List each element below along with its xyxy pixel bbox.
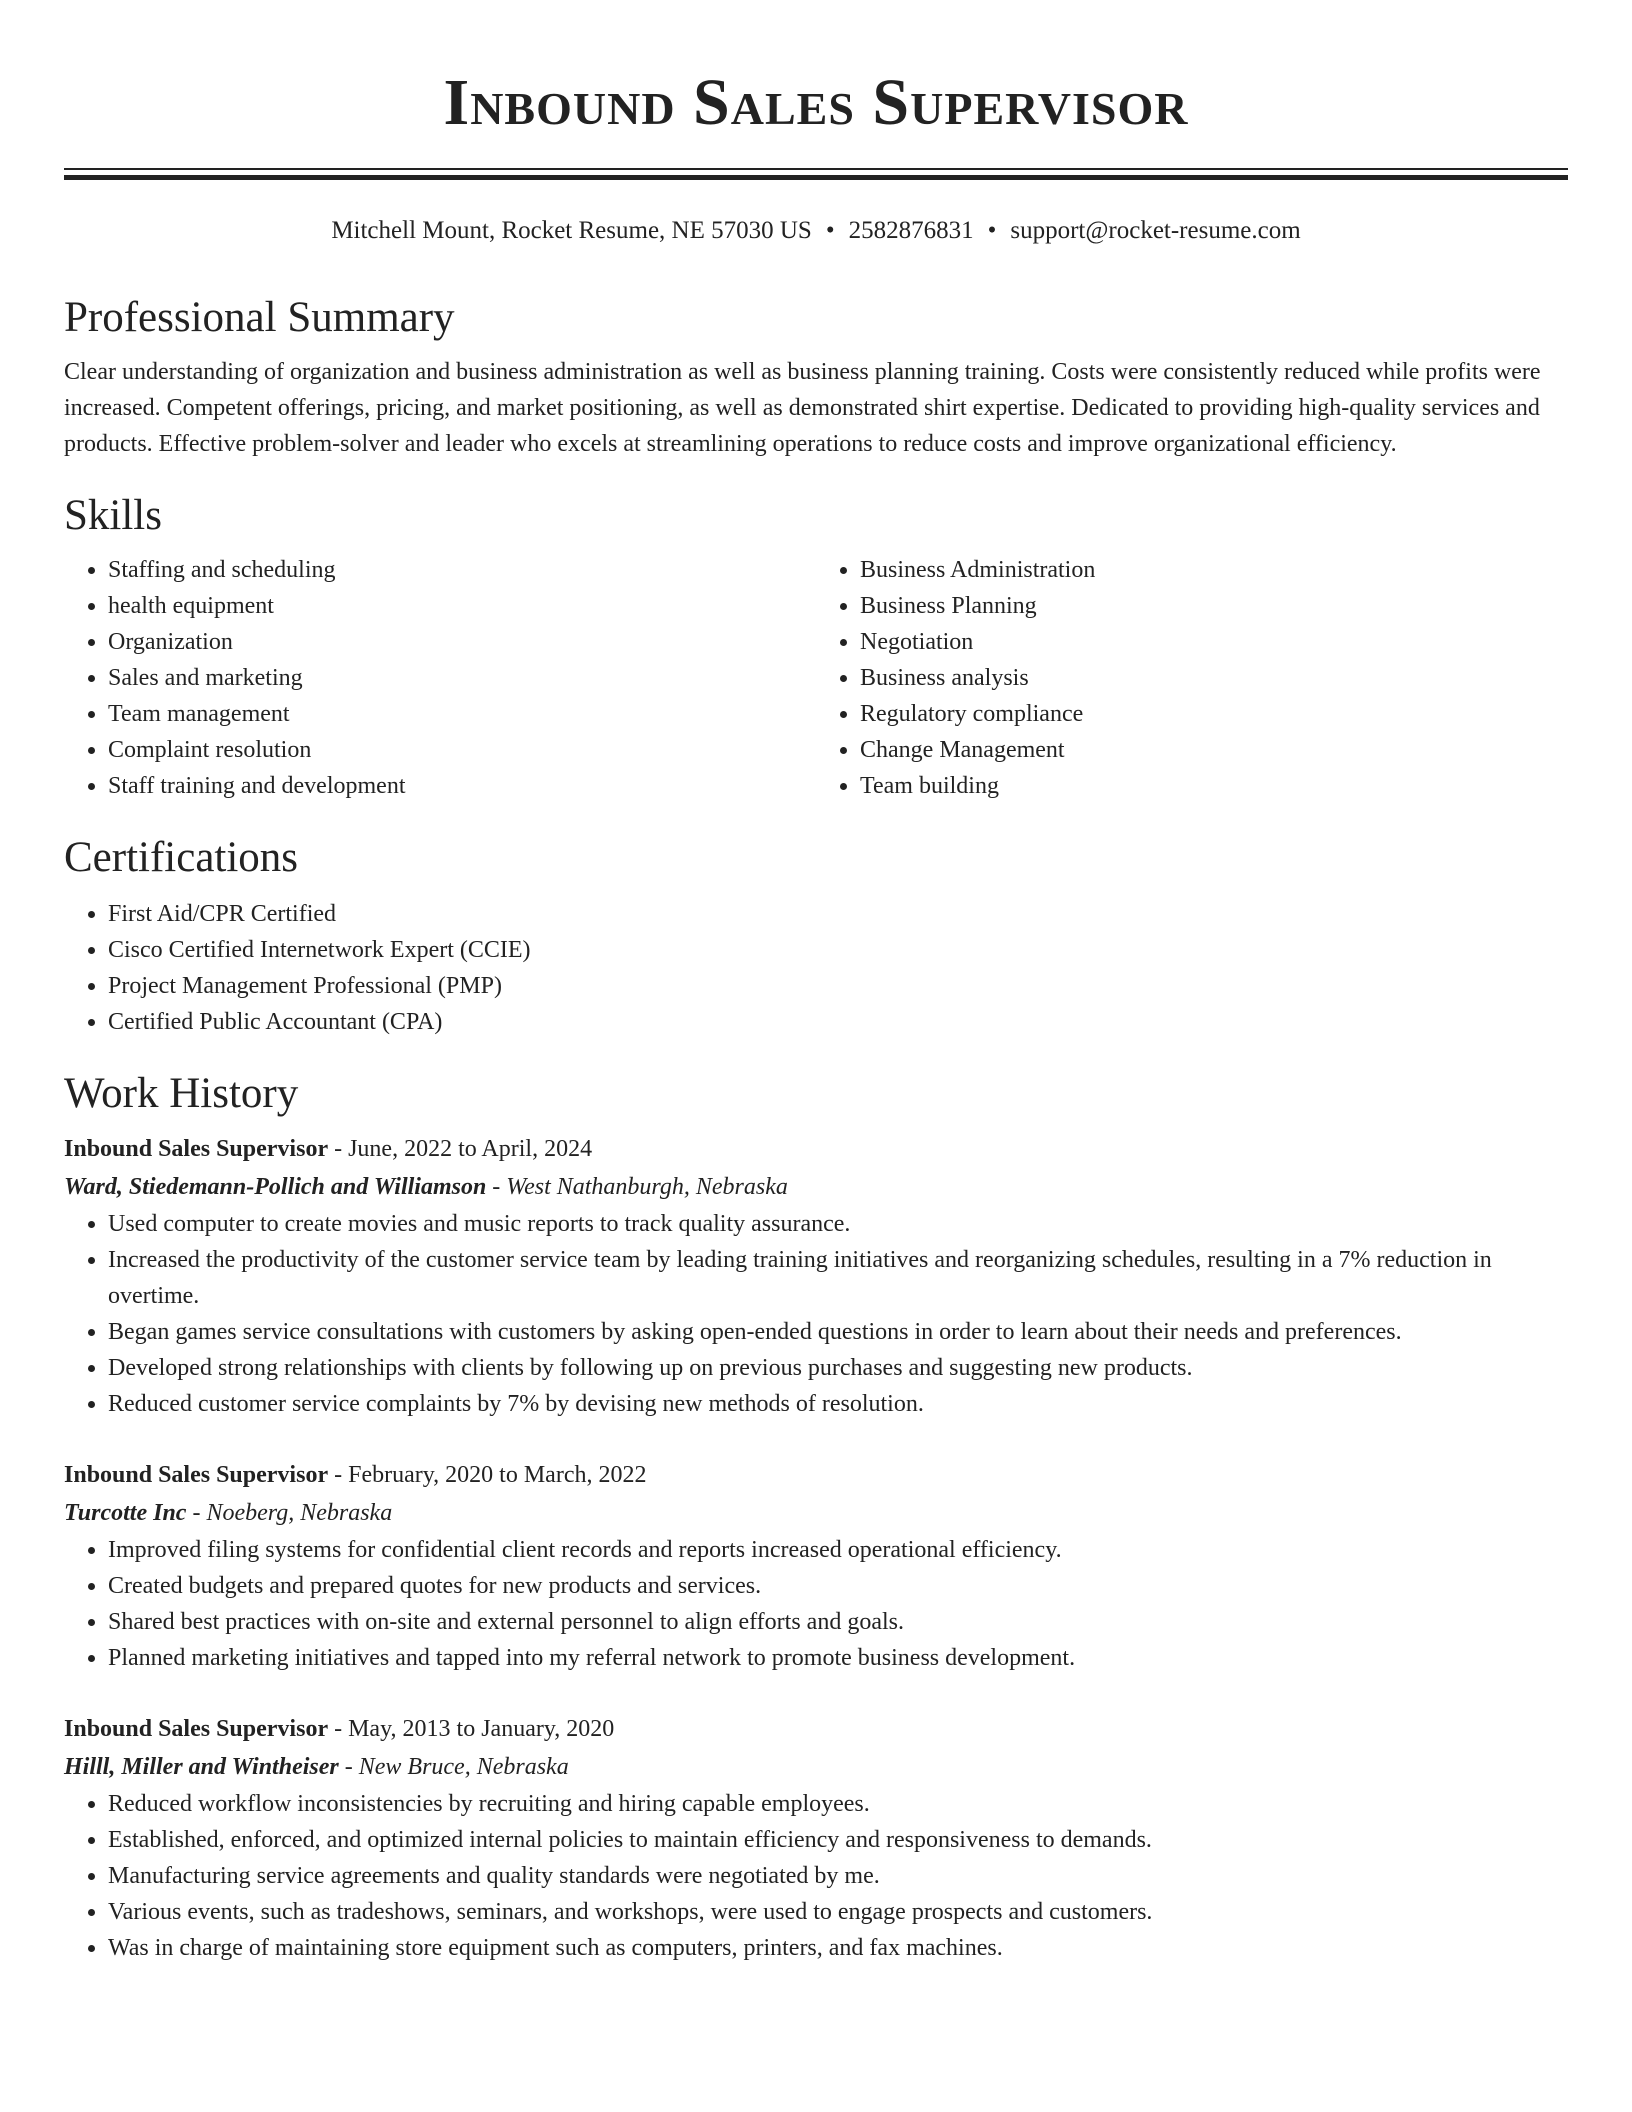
job-title: Inbound Sales Supervisor	[64, 1716, 329, 1742]
job-bullet: • Reduced customer service complaints by 7% by devising new methods of resolution.	[108, 1386, 1568, 1422]
job-location: New Bruce, Nebraska	[358, 1754, 569, 1780]
contact-separator: •	[825, 217, 835, 244]
job-bullet: • Improved filing systems for confidential client records and reports increased operational efficiency.	[108, 1532, 1568, 1568]
skill-item: • Staff training and development	[108, 768, 816, 804]
job-location: Noeberg, Nebraska	[206, 1500, 393, 1526]
job-company: Hilll, Miller and Wintheiser	[64, 1754, 339, 1780]
skills-heading: Skills	[64, 492, 162, 539]
certification-item: • First Aid/CPR Certified	[108, 896, 1568, 932]
job-title: Inbound Sales Supervisor	[64, 1136, 329, 1162]
job-entry	[64, 1710, 1568, 1966]
skill-item: • Complaint resolution	[108, 732, 816, 768]
contact-phone: 2582876831	[848, 217, 974, 244]
skills-list	[64, 552, 1568, 804]
job-bullet: • Planned marketing initiatives and tapped into my referral network to promote business development.	[108, 1640, 1568, 1676]
title-rule-thin	[64, 168, 1568, 170]
title-rule-thick	[64, 175, 1568, 180]
skill-item: • Negotiation	[860, 624, 1568, 660]
job-location: West Nathanburgh, Nebraska	[506, 1174, 788, 1200]
job-bullet: • Shared best practices with on-site and external personnel to align efforts and goals.	[108, 1604, 1568, 1640]
summary-text: Clear understanding of organization and business administration as well as business planning training. Costs were consistently reduced while profits were increased. Competent offerings, pricing, and market positioning, as well as demonstrated shirt expertise. Dedicated to providing high-quality services and products. Effective problem-solver and leader who excels at streamlining operations to reduce costs and improve organizational efficiency.	[64, 359, 1541, 457]
contact-address: Mitchell Mount, Rocket Resume, NE 57030 US	[331, 217, 812, 244]
skill-item: • Change Management	[860, 732, 1568, 768]
job-company-line: Turcotte Inc - Noeberg, Nebraska	[64, 1500, 393, 1526]
certification-item: • Cisco Certified Internetwork Expert (CCIE)	[108, 932, 1568, 968]
job-title-line: Inbound Sales Supervisor - February, 2020 to March, 2022	[64, 1462, 647, 1488]
summary-heading: Professional Summary	[64, 294, 455, 341]
job-dates: February, 2020 to March, 2022	[348, 1462, 647, 1488]
job-bullet: • Reduced workflow inconsistencies by recruiting and hiring capable employees.	[108, 1786, 1568, 1822]
skill-item: • Team management	[108, 696, 816, 732]
skills-column-right	[816, 552, 1568, 804]
job-bullet: • Established, enforced, and optimized internal policies to maintain efficiency and responsiveness to demands.	[108, 1822, 1568, 1858]
job-title-line: Inbound Sales Supervisor - June, 2022 to April, 2024	[64, 1136, 593, 1162]
certification-item: • Certified Public Accountant (CPA)	[108, 1004, 1568, 1040]
job-entry	[64, 1130, 1568, 1422]
certification-item: • Project Management Professional (PMP)	[108, 968, 1568, 1004]
job-bullets	[64, 1206, 1568, 1422]
job-company: Ward, Stiedemann-Pollich and Williamson	[64, 1174, 487, 1200]
certifications-heading: Certifications	[64, 834, 299, 881]
contact-email: support@rocket-resume.com	[1010, 217, 1301, 244]
job-dates: June, 2022 to April, 2024	[348, 1136, 593, 1162]
job-entry	[64, 1456, 1568, 1676]
job-bullet: • Created budgets and prepared quotes for new products and services.	[108, 1568, 1568, 1604]
skill-item: • Regulatory compliance	[860, 696, 1568, 732]
skill-item: • Staffing and scheduling	[108, 552, 816, 588]
job-title-line: Inbound Sales Supervisor - May, 2013 to January, 2020	[64, 1716, 615, 1742]
job-title: Inbound Sales Supervisor	[64, 1462, 329, 1488]
contact-separator: •	[987, 217, 997, 244]
job-dates: May, 2013 to January, 2020	[348, 1716, 615, 1742]
skill-item: • Business analysis	[860, 660, 1568, 696]
skill-item: • Sales and marketing	[108, 660, 816, 696]
job-bullet: • Used computer to create movies and music reports to track quality assurance.	[108, 1206, 1568, 1242]
certifications-list	[64, 896, 1568, 1040]
job-bullet: • Was in charge of maintaining store equipment such as computers, printers, and fax machines.	[108, 1930, 1568, 1966]
job-bullet: • Developed strong relationships with clients by following up on previous purchases and suggesting new products.	[108, 1350, 1568, 1386]
job-company: Turcotte Inc	[64, 1500, 187, 1526]
skill-item: • Business Planning	[860, 588, 1568, 624]
job-bullets	[64, 1786, 1568, 1966]
contact-line	[0, 214, 1632, 248]
job-bullet: • Manufacturing service agreements and quality standards were negotiated by me.	[108, 1858, 1568, 1894]
job-bullet: • Increased the productivity of the customer service team by leading training initiatives and reorganizing schedules, resulting in a 7% reduction in overtime.	[108, 1242, 1568, 1314]
job-bullet: • Various events, such as tradeshows, seminars, and workshops, were used to engage prospects and customers.	[108, 1894, 1568, 1930]
skill-item: • Team building	[860, 768, 1568, 804]
skill-item: • Organization	[108, 624, 816, 660]
job-company-line: Hilll, Miller and Wintheiser - New Bruce, Nebraska	[64, 1754, 569, 1780]
job-bullet: • Began games service consultations with customers by asking open-ended questions in order to learn about their needs and preferences.	[108, 1314, 1568, 1350]
skill-item: • health equipment	[108, 588, 816, 624]
skill-item: • Business Administration	[860, 552, 1568, 588]
job-company-line: Ward, Stiedemann-Pollich and Williamson - West Nathanburgh, Nebraska	[64, 1174, 788, 1200]
skills-column-left	[64, 552, 816, 804]
resume-content	[64, 288, 1568, 1966]
work-history-heading: Work History	[64, 1070, 299, 1117]
resume-title: Inbound Sales Supervisor	[443, 66, 1189, 139]
job-bullets	[64, 1532, 1568, 1676]
